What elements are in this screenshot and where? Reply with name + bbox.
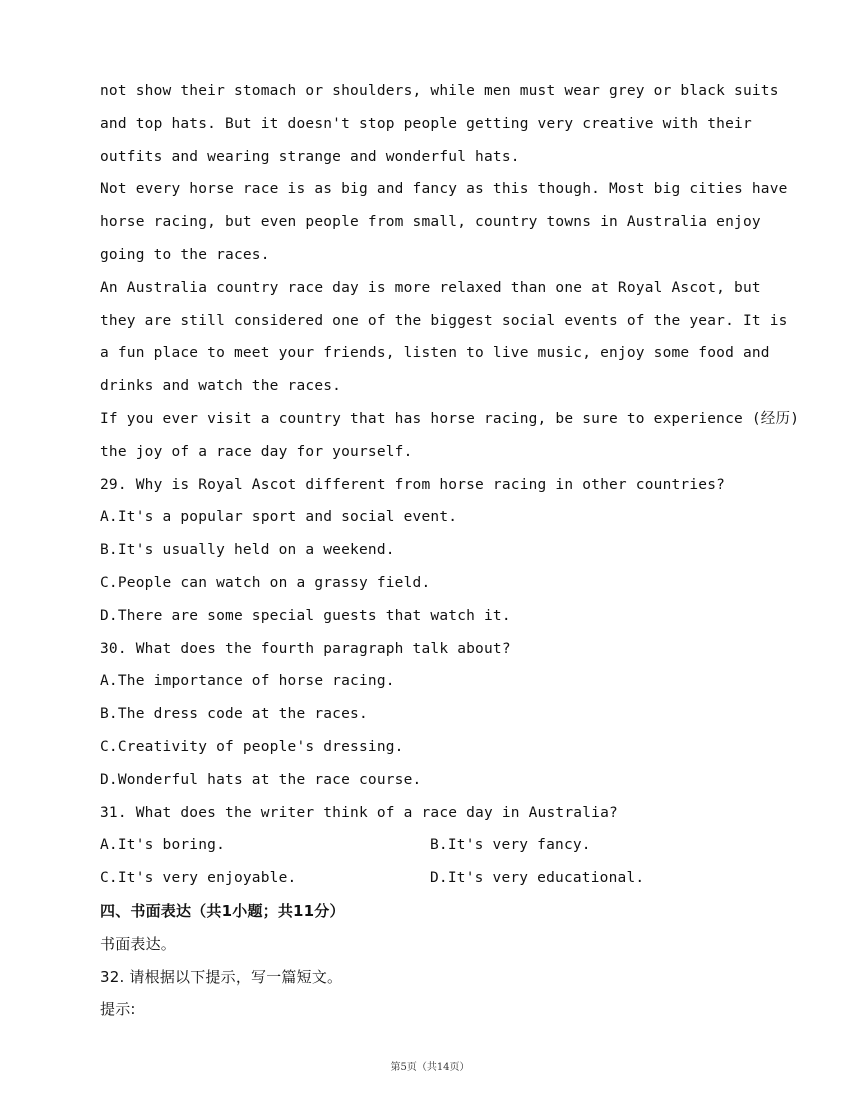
passage-line: drinks and watch the races. bbox=[100, 378, 342, 395]
question-30-stem: 30. What does the fourth paragraph talk about? bbox=[100, 640, 511, 657]
passage-line: If you ever visit a country that has horse racing, be sure to experience (经历) bbox=[100, 410, 800, 427]
writing-section-title: 四、书面表达（共1小题；共11分） bbox=[100, 901, 345, 920]
question-30-option-a: A.The importance of horse racing. bbox=[100, 673, 395, 690]
page-footer: 第5页（共14页） bbox=[390, 1062, 470, 1073]
passage-line: outfits and wearing strange and wonderful hats. bbox=[100, 148, 520, 165]
passage-line: not show their stomach or shoulders, while men must wear grey or black suits bbox=[100, 83, 779, 99]
passage-line: going to the races. bbox=[100, 246, 270, 263]
question-29-option-a: A.It's a popular sport and social event. bbox=[100, 509, 458, 526]
passage-line: a fun place to meet your friends, listen to live music, enjoy some food and bbox=[100, 345, 770, 362]
question-29-option-d: D.There are some special guests that watch it. bbox=[100, 607, 511, 624]
question-30-option-b: B.The dress code at the races. bbox=[100, 706, 368, 723]
question-31-option-c: C.It's very enjoyable. bbox=[100, 870, 297, 887]
writing-subtitle: 书面表达。 bbox=[100, 934, 177, 953]
question-29-option-c: C.People can watch on a grassy field. bbox=[100, 574, 431, 591]
question-29-stem: 29. Why is Royal Ascot different from horse racing in other countries? bbox=[100, 476, 726, 493]
question-31-options-row-1 bbox=[100, 829, 780, 862]
passage-line: horse racing, but even people from small, country towns in Australia enjoy bbox=[100, 214, 761, 231]
passage-line: An Australia country race day is more relaxed than one at Royal Ascot, but bbox=[100, 279, 761, 296]
question-29-option-b: B.It's usually held on a weekend. bbox=[100, 542, 395, 559]
question-32-stem: 32. 请根据以下提示，写一篇短文。 bbox=[100, 967, 343, 986]
page-content bbox=[100, 75, 800, 1026]
passage-line: and top hats. But it doesn't stop people getting very creative with their bbox=[100, 115, 752, 132]
hint-label: 提示: bbox=[100, 1000, 136, 1019]
question-31-option-d: D.It's very educational. bbox=[430, 870, 645, 887]
question-31-options-row-2 bbox=[100, 862, 780, 895]
question-30-option-c: C.Creativity of people's dressing. bbox=[100, 738, 404, 755]
question-31-option-a: A.It's boring. bbox=[100, 837, 226, 854]
passage-line: the joy of a race day for yourself. bbox=[100, 443, 413, 460]
passage-line: Not every horse race is as big and fancy as this though. Most big cities have bbox=[100, 181, 788, 198]
question-30-option-d: D.Wonderful hats at the race course. bbox=[100, 771, 422, 788]
question-31-option-b: B.It's very fancy. bbox=[430, 837, 591, 854]
passage-line: they are still considered one of the biggest social events of the year. It is bbox=[100, 312, 788, 329]
question-31-stem: 31. What does the writer think of a race day in Australia? bbox=[100, 804, 618, 821]
